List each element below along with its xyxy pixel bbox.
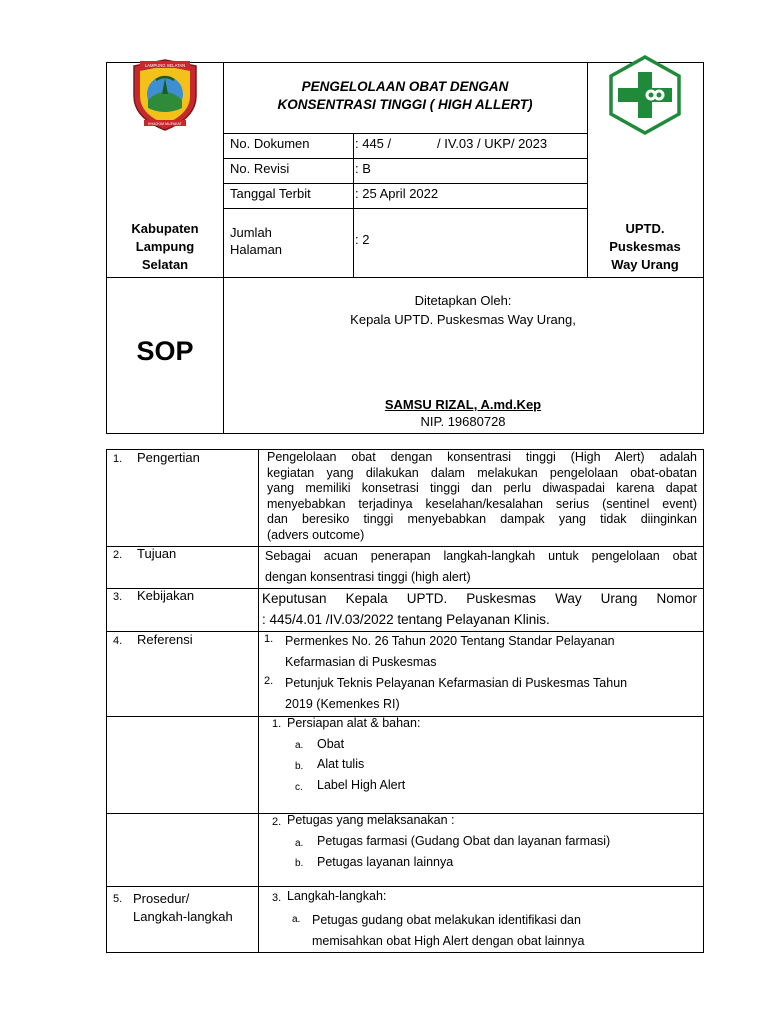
petugas-item: Petugas layanan lainnya [317,855,454,869]
header-divider-left [223,63,224,433]
row-label-referensi: Referensi [137,632,193,647]
row-label-pengertian: Pengertian [137,450,200,465]
petugas-item: Petugas farmasi (Gudang Obat dan layanan farmasi) [317,834,611,848]
label-jumlah-halaman [230,224,282,258]
referensi-item-1 [285,631,615,673]
text-line: Petunjuk Teknis Pelayanan Kefarmasian di Puskesmas Tahun [285,676,628,690]
left-org-line: Selatan [141,257,189,272]
pengertian-text [267,450,697,543]
header-divider-mid [353,133,354,277]
text-line: Keputusan Kepala UPTD. Puskesmas Way Urang Nomor [262,591,697,606]
list-letter: a. [295,740,304,751]
value-tanggal-terbit: : 25 April 2022 [355,186,439,201]
text-line: menyebabkan terjadinya keselahan/kesalahan serius (sentinel event) [267,496,697,511]
text-line: 2019 (Kemenkes RI) [285,697,400,711]
row-number: 3. [113,591,123,603]
text-line: Sebagai acuan penerapan langkah-langkah untuk pengelolaan obat [265,549,697,563]
document-title [224,78,586,114]
list-letter: a. [292,914,301,925]
header-rule [223,208,587,209]
text-line: yang memiliki konsetrasi tinggi dan perlu diwaspadai karena dapat [267,481,697,495]
langkah-item [312,910,584,952]
value-no-dokumen: : 445 / [355,136,392,151]
right-org-name [588,220,702,274]
list-number: 2. [272,816,282,828]
right-org-line: UPTD. [625,221,665,236]
persiapan-item: Label High Alert [317,778,406,792]
right-org-line: Way Urang [611,257,679,272]
value-jumlah-halaman: : 2 [355,232,370,247]
approver-nip: NIP. 19680728 [420,414,506,429]
list-letter: b. [295,761,304,772]
text-line: kegiatan yang dilakukan dalam melakukan pengelolaan obat-obatan [267,465,697,480]
title-line: KONSENTRASI TINGGI ( HIGH ALLERT) [277,97,533,112]
header-rule [223,133,587,134]
label-line: Prosedur/ [133,891,190,906]
label-no-revisi: No. Revisi [230,161,290,176]
right-org-line: Puskesmas [609,239,681,254]
row-label-prosedur [133,890,233,926]
text-line: Permenkes No. 26 Tahun 2020 Tentang Standar Pelayanan [285,634,615,648]
text-line: Pengelolaan obat dengan konsentrasi tinggi (High Alert) adalah [267,450,697,464]
header-rule [223,158,587,159]
label-line: Langkah-langkah [133,909,233,924]
header-rule [107,277,703,278]
list-number: 1. [272,718,282,730]
row-number: 4. [113,635,123,647]
svg-text:LAMPUNG SELATAN: LAMPUNG SELATAN [144,63,186,68]
langkah-title: Langkah-langkah: [287,889,387,903]
list-letter: b. [295,858,304,869]
text-line: dengan konsentrasi tinggi (high alert) [265,570,471,584]
header-rule [223,183,587,184]
text-line: Kefarmasian di Puskesmas [285,655,437,669]
row-label-kebijakan: Kebijakan [137,588,195,603]
left-org-name [108,220,222,274]
persiapan-item: Obat [317,737,345,751]
approval-line-2: Kepala UPTD. Puskesmas Way Urang, [350,312,576,327]
list-number: 3. [272,892,282,904]
approval-line-1: Ditetapkan Oleh: [414,293,512,308]
label-tanggal-terbit: Tanggal Terbit [230,186,311,201]
row-number: 5. [113,893,123,905]
referensi-item-2 [285,673,627,715]
sop-label: SOP [136,336,194,366]
body-rule [107,886,703,887]
label-no-dokumen: No. Dokumen [230,136,310,151]
title-line: PENGELOLAAN OBAT DENGAN [301,79,509,94]
puskesmas-logo [604,54,686,136]
approver-name: SAMSU RIZAL, A.md.Kep [384,397,542,412]
text-line: dan beresiko tinggi menyebabkan dampak yang tidak diinginkan [267,512,697,526]
text-line: memisahkan obat High Alert dengan obat lainnya [312,934,585,948]
lampung-selatan-logo [126,54,204,134]
label-line: Jumlah [230,225,272,240]
value-no-dokumen-suffix: / IV.03 / UKP/ 2023 [437,136,548,151]
svg-text:KHAGOM MUFAKAT: KHAGOM MUFAKAT [148,122,182,126]
list-number: 2. [264,675,274,687]
list-number: 1. [264,633,274,645]
persiapan-item: Alat tulis [317,757,365,771]
petugas-title: Petugas yang melaksanakan : [287,813,455,827]
text-line: Petugas gudang obat melakukan identifikasi dan [312,913,581,927]
left-org-line: Lampung [135,239,195,254]
text-line: (advers outcome) [267,527,365,542]
row-number: 2. [113,549,123,561]
value-no-revisi: : B [355,161,371,176]
left-org-line: Kabupaten [131,221,199,236]
body-divider [258,450,259,952]
label-line: Halaman [230,242,283,257]
text-line: : 445/4.01 /IV.03/2022 tentang Pelayanan Klinis. [262,612,550,627]
row-number: 1. [113,453,123,465]
persiapan-title: Persiapan alat & bahan: [287,716,421,730]
list-letter: a. [295,838,304,849]
list-letter: c. [295,782,303,793]
kebijakan-text [262,588,697,630]
row-label-tujuan: Tujuan [137,546,177,561]
tujuan-text [265,546,697,588]
